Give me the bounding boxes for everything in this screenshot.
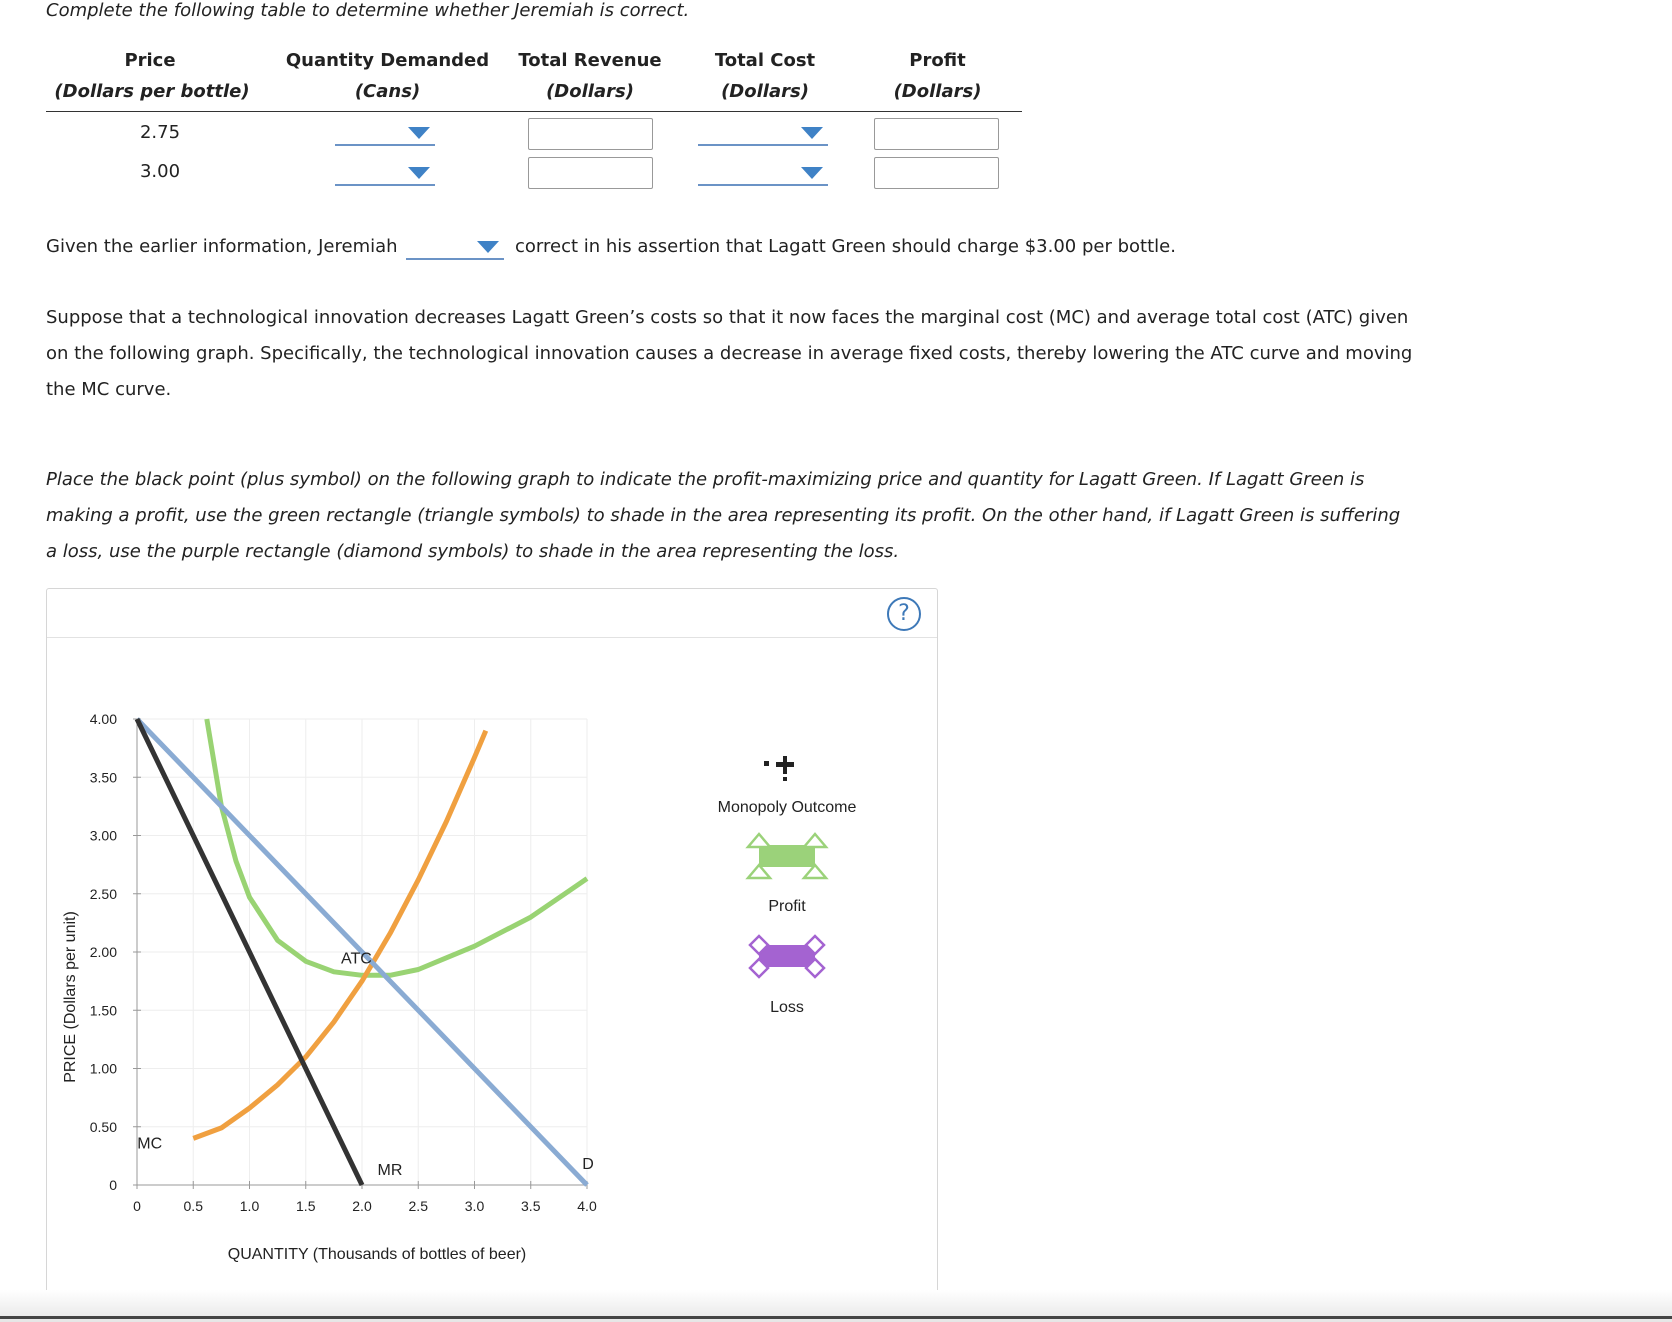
monopoly-outcome-tool[interactable] [764,756,794,781]
curve-label-atc: ATC [340,950,372,968]
dropdown-arrow-icon [801,167,823,179]
loss-rectangle-tool[interactable] [750,936,824,977]
row1-cost-dropdown[interactable] [698,120,828,146]
row1-price: 2.75 [139,122,181,143]
monopoly-outcome-label: Monopoly Outcome [717,799,857,816]
y-tick-label: 2.00 [89,944,117,960]
y-tick-label: 3.00 [89,827,117,844]
graph-instructions [46,462,1446,570]
loss-label: Loss [770,999,804,1016]
paragraph-line: a loss, use the purple rectangle (diamond symbols) to shade in the area representing the loss. [46,541,900,562]
x-tick-label: 2.5 [408,1198,428,1214]
table-header-rule [46,111,1022,112]
header-revenue: Total Revenue [518,50,662,71]
triangle-icon [748,834,770,847]
x-tick-label: 4.0 [577,1198,597,1214]
x-axis-label: QUANTITY (Thousands of bottles of beer) [227,1246,527,1263]
handle-dot-icon [783,777,787,781]
profit-rectangle-tool[interactable] [748,834,826,878]
conclusion-after: correct in his assertion that Lagatt Green should charge $3.00 per bottle. [515,236,1176,257]
header-price: Price [124,50,176,71]
loss-swatch [759,945,815,967]
y-tick-label: 2.50 [89,885,117,902]
profit-label: Profit [768,898,806,915]
header-quantity-unit: (Cans) [354,81,421,102]
y-tick-label: 0.50 [89,1118,117,1135]
x-tick-label: 1.0 [239,1198,260,1214]
row2-profit-input[interactable] [874,157,999,189]
table-instructions: Complete the following table to determine whether Jeremiah is correct. [46,0,690,21]
triangle-icon [804,834,826,847]
header-profit: Profit [909,50,966,71]
paragraph-line: the MC curve. [46,379,172,400]
dropdown-arrow-icon [408,127,430,139]
paragraph-line: making a profit, use the green rectangle (triangle symbols) to shade in the area representing its profit. On the other hand, if Lagatt Green is suffering [46,505,1401,526]
row2-cost-dropdown[interactable] [698,160,828,186]
header-quantity: Quantity Demanded [285,50,490,71]
dropdown-arrow-icon [801,127,823,139]
paragraph-line: on the following graph. Specifically, the technological innovation causes a decrease in average fixed costs, thereby lowering the ATC curve and moving [46,343,1413,364]
y-tick-label: 4.00 [89,711,117,727]
curve-mc [193,731,486,1139]
y-tick-label: 1.00 [89,1060,117,1077]
row2-revenue-input[interactable] [528,157,653,189]
dropdown-arrow-icon [408,167,430,179]
header-revenue-unit: (Dollars) [546,81,634,102]
row2-quantity-dropdown[interactable] [335,160,435,186]
row1-profit-input[interactable] [874,118,999,150]
y-axis-label: PRICE (Dollars per unit) [62,911,79,1083]
profit-swatch [759,845,815,867]
header-price-unit: (Dollars per bottle) [54,81,250,102]
x-tick-label: 3.5 [521,1198,541,1214]
x-tick-label: 0 [133,1198,141,1214]
row1-quantity-dropdown[interactable] [335,120,435,146]
header-profit-unit: (Dollars) [893,81,982,102]
x-tick-label: 2.0 [352,1198,372,1214]
curve-label-mc: MC [137,1135,163,1153]
header-cost-unit: (Dollars) [721,81,809,102]
row1-revenue-input[interactable] [528,118,653,150]
monopoly-graph[interactable] [47,589,938,1308]
y-tick-label: 1.50 [89,1002,117,1019]
conclusion-before: Given the earlier information, Jeremiah [46,236,398,257]
dropdown-arrow-icon [477,241,499,253]
graph-panel [46,588,938,1308]
x-tick-label: 3.0 [464,1198,485,1214]
page-bottom-rule [0,1316,1672,1319]
x-tick-label: 0.5 [183,1198,203,1214]
paragraph-line: Place the black point (plus symbol) on the following graph to indicate the profit-maximizing price and quantity for Lagatt Green. If Lagatt Green is [46,469,1365,490]
jeremiah-correct-dropdown[interactable] [406,234,504,260]
row2-price: 3.00 [139,161,181,182]
handle-dot-icon [764,761,769,766]
x-tick-label: 1.5 [296,1198,316,1214]
y-tick-label: 0 [109,1177,117,1193]
paragraph-line: Suppose that a technological innovation decreases Lagatt Green’s costs so that it now faces the marginal cost (MC) and average total cost (ATC) given [46,307,1409,328]
innovation-paragraph [46,300,1446,408]
curve-label-mr: MR [377,1162,403,1179]
curve-label-d: D [582,1156,594,1173]
header-cost: Total Cost [714,50,816,71]
help-icon[interactable]: ? [887,597,921,631]
plus-icon-bar [776,762,794,767]
y-tick-label: 3.50 [89,769,117,786]
